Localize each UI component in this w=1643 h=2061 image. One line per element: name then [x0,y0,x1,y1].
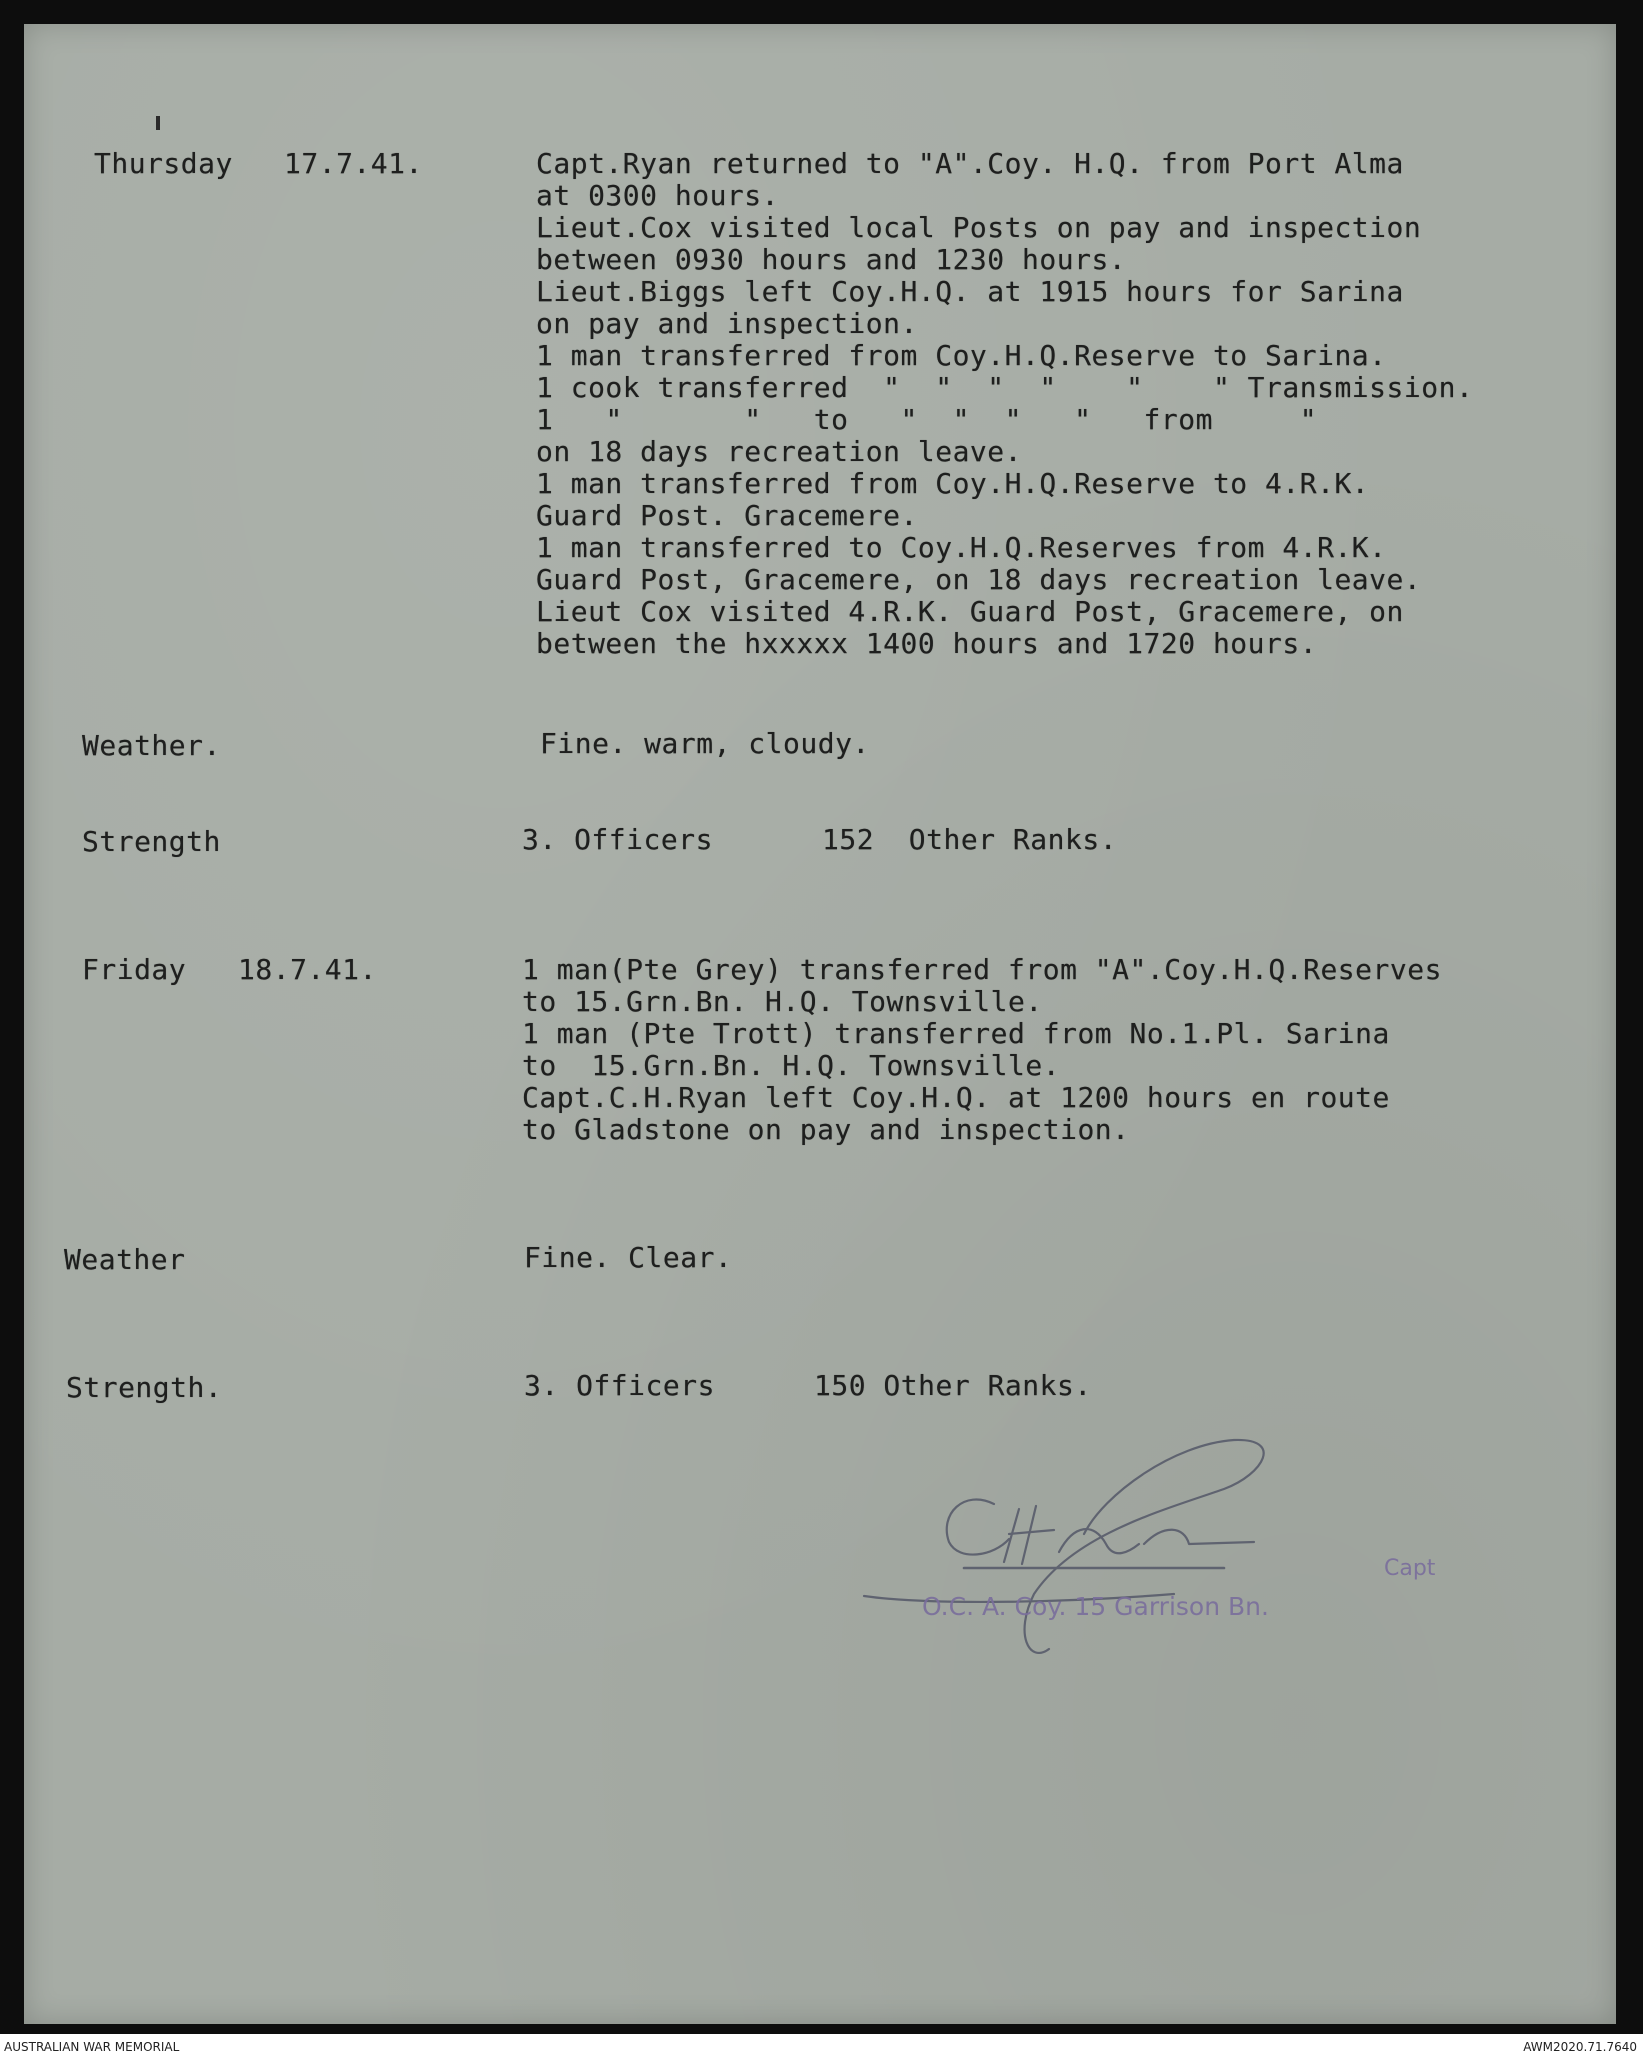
weather-label-thursday: Weather. [82,729,221,762]
entry-line: Guard Post. Gracemere. [536,499,918,532]
ink-mark [156,116,160,130]
entry-line: Lieut.Cox visited local Posts on pay and inspection [536,211,1422,244]
document-page [24,24,1616,2024]
entry-line: between 0930 hours and 1230 hours. [536,243,1127,276]
entry-line: on 18 days recreation leave. [536,435,1023,468]
entry-date-friday: 18.7.41. [238,953,377,986]
strength-label-friday: Strength. [66,1371,223,1404]
weather-value-thursday: Fine. warm, cloudy. [540,727,870,760]
archive-reference: AWM2020.71.7640 [1523,2040,1637,2054]
entry-line: to 15.Grn.Bn. H.Q. Townsville. [522,1049,1061,1082]
weather-value-friday: Fine. Clear. [524,1241,733,1274]
entry-line: at 0300 hours. [536,179,780,212]
entry-line: 1 man transferred from Coy.H.Q.Reserve to Sarina. [536,339,1387,372]
weather-label-friday: Weather [64,1243,186,1276]
entry-date-thursday: 17.7.41. [284,147,423,180]
entry-line: between the hxxxxx 1400 hours and 1720 hours. [536,627,1318,660]
entry-line: 1 cook transferred " " " " " " Transmission. [536,371,1474,404]
strength-officers-thursday: 3. Officers [522,823,713,856]
entry-line: Capt.Ryan returned to "A".Coy. H.Q. from Port Alma [536,147,1404,180]
archive-name: AUSTRALIAN WAR MEMORIAL [4,2040,180,2054]
entry-day-friday: Friday [82,953,187,986]
entry-line: Lieut Cox visited 4.R.K. Guard Post, Gracemere, on [536,595,1404,628]
stamp-signature-block: O.C. A. Coy. 15 Garrison Bn. [922,1592,1269,1621]
archive-footer [0,2034,1643,2061]
entry-line: 1 man (Pte Trott) transferred from No.1.Pl. Sarina [522,1017,1390,1050]
entry-line: 1 man transferred from Coy.H.Q.Reserve to 4.R.K. [536,467,1370,500]
entry-line: 1 man transferred to Coy.H.Q.Reserves from 4.R.K. [536,531,1387,564]
handwritten-signature [844,1434,1444,1694]
entry-line: Guard Post, Gracemere, on 18 days recreation leave. [536,563,1422,596]
entry-text-friday [522,954,1442,1146]
entry-line: to 15.Grn.Bn. H.Q. Townsville. [522,985,1043,1018]
entry-line: Capt.C.H.Ryan left Coy.H.Q. at 1200 hours en route [522,1081,1390,1114]
strength-ranks-friday: 150 Other Ranks. [814,1369,1092,1402]
signature-rank: Capt [1384,1556,1436,1581]
strength-ranks-thursday: 152 Other Ranks. [822,823,1118,856]
strength-label-thursday: Strength [82,825,221,858]
entry-day-thursday: Thursday [94,147,233,180]
strength-officers-friday: 3. Officers [524,1369,715,1402]
entry-line: Lieut.Biggs left Coy.H.Q. at 1915 hours for Sarina [536,275,1404,308]
entry-line: on pay and inspection. [536,307,918,340]
entry-line: to Gladstone on pay and inspection. [522,1113,1130,1146]
entry-line: 1 man(Pte Grey) transferred from "A".Coy.H.Q.Reserves [522,953,1442,986]
entry-line: 1 " " to " " " " from " [536,403,1318,436]
entry-text-thursday [536,148,1473,660]
